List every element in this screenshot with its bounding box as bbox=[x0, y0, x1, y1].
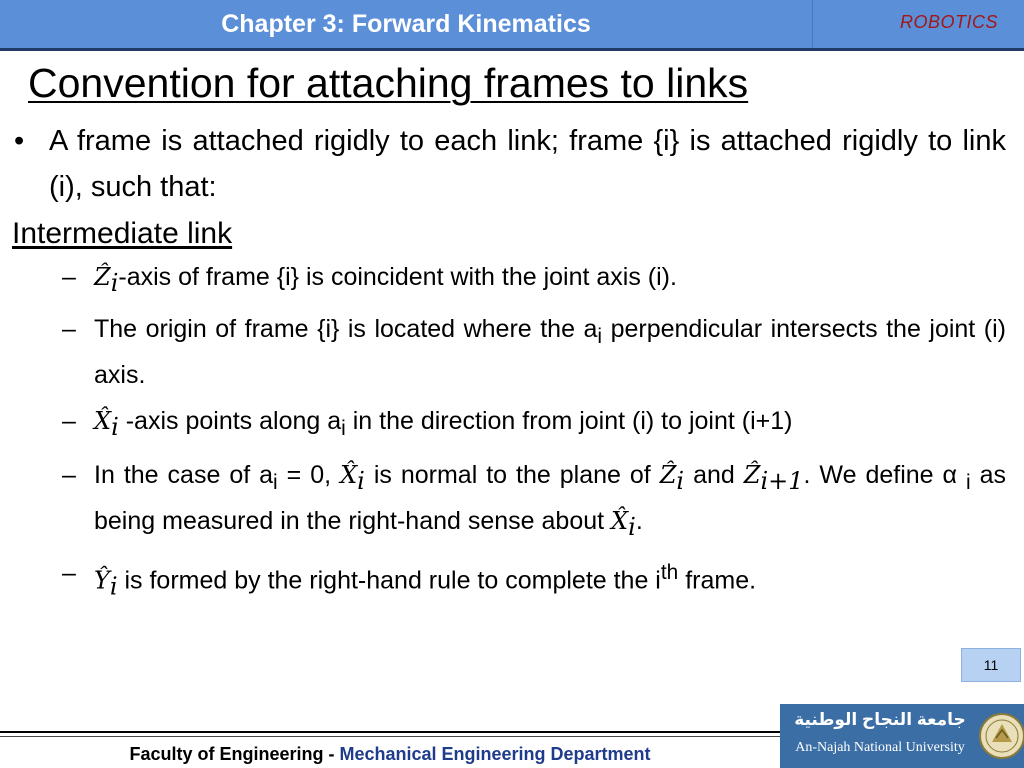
case-text-start: In the case of a bbox=[94, 461, 274, 489]
x-axis-text-start: -axis points along a bbox=[118, 407, 342, 435]
z-axis-text: -axis of frame {i} is coincident with the joint axis (i). bbox=[118, 263, 677, 291]
university-logo bbox=[780, 704, 1024, 768]
subscript: i bbox=[597, 325, 603, 348]
x-axis-text-end: in the direction from joint (i) to joint (i+1) bbox=[345, 407, 793, 435]
case-and: and bbox=[684, 461, 744, 489]
case-text-measured: as being measured in the right-hand sense about bbox=[94, 461, 1006, 535]
subscript: i bbox=[357, 467, 365, 495]
subscript: i bbox=[628, 513, 636, 541]
slide-content bbox=[12, 118, 1006, 613]
footer bbox=[0, 740, 780, 768]
logo-english-name: An-Najah National University bbox=[795, 740, 965, 755]
header-bar bbox=[0, 0, 1024, 48]
subscript: i bbox=[965, 471, 971, 494]
subscript: i+1 bbox=[760, 467, 804, 495]
sub-bullet-z-axis bbox=[12, 258, 1006, 302]
main-bullet-text: A frame is attached rigidly to each link; frame {i} is attached rigidly to link (i), such that: bbox=[49, 125, 1006, 203]
z-hat-symbol: Ẑ bbox=[94, 263, 111, 291]
logo-arabic-name: جامعة النجاح الوطنية bbox=[794, 710, 966, 729]
footer-rule bbox=[0, 731, 780, 733]
x-hat-symbol: X̂ bbox=[340, 461, 358, 489]
x-hat-symbol: X̂ bbox=[94, 407, 112, 435]
footer-department: Mechanical Engineering Department bbox=[339, 744, 651, 764]
case-equals: = 0, bbox=[277, 461, 341, 489]
dash-marker: – bbox=[62, 407, 76, 435]
dash-marker: – bbox=[62, 315, 76, 343]
x-hat-symbol: X̂ bbox=[611, 507, 629, 535]
dash-marker: – bbox=[62, 263, 76, 291]
y-axis-end: frame. bbox=[678, 566, 757, 595]
footer-rule bbox=[0, 736, 780, 737]
subscript: i bbox=[111, 413, 119, 441]
header-rule bbox=[0, 48, 1024, 51]
y-hat-symbol: Ŷ bbox=[94, 566, 110, 595]
chapter-title: Chapter 3: Forward Kinematics bbox=[221, 10, 591, 38]
sub-bullet-y-axis bbox=[12, 554, 1006, 605]
subscript: i bbox=[676, 467, 685, 495]
subheading-intermediate-link: Intermediate link bbox=[12, 217, 233, 250]
bullet-marker: • bbox=[14, 125, 25, 157]
subscript: i bbox=[109, 572, 118, 601]
subscript: i bbox=[110, 269, 119, 297]
z-hat-symbol: Ẑ bbox=[743, 461, 761, 489]
sub-bullet-list bbox=[12, 258, 1006, 605]
page-number: 11 bbox=[961, 648, 1021, 682]
superscript: th bbox=[660, 561, 679, 584]
footer-faculty: Faculty of Engineering - bbox=[129, 744, 340, 764]
slide-title: Convention for attaching frames to links bbox=[28, 60, 749, 106]
origin-text-end: perpendicular intersects the joint (i) axis. bbox=[94, 315, 1006, 389]
y-axis-text: is formed by the right-hand rule to complete the i bbox=[117, 566, 661, 595]
case-text-mid: is normal to the plane of bbox=[364, 461, 660, 489]
origin-text-start: The origin of frame {i} is located where the a bbox=[94, 315, 598, 343]
z-hat-symbol: Ẑ bbox=[659, 461, 677, 489]
university-seal-icon bbox=[976, 708, 1024, 764]
main-bullet bbox=[12, 118, 1006, 210]
header-divider bbox=[812, 0, 813, 48]
dash-marker: – bbox=[62, 461, 76, 489]
sub-bullet-x-axis bbox=[12, 402, 1006, 448]
robotics-brand: ROBOTICS bbox=[900, 12, 999, 32]
case-period: . bbox=[635, 507, 643, 535]
subscript: i bbox=[273, 471, 278, 494]
dash-marker: – bbox=[62, 559, 76, 587]
case-text-define: . We define α bbox=[803, 461, 966, 489]
subscript: i bbox=[341, 417, 346, 440]
sub-bullet-origin bbox=[12, 310, 1006, 394]
sub-bullet-zero-case bbox=[12, 456, 1006, 546]
